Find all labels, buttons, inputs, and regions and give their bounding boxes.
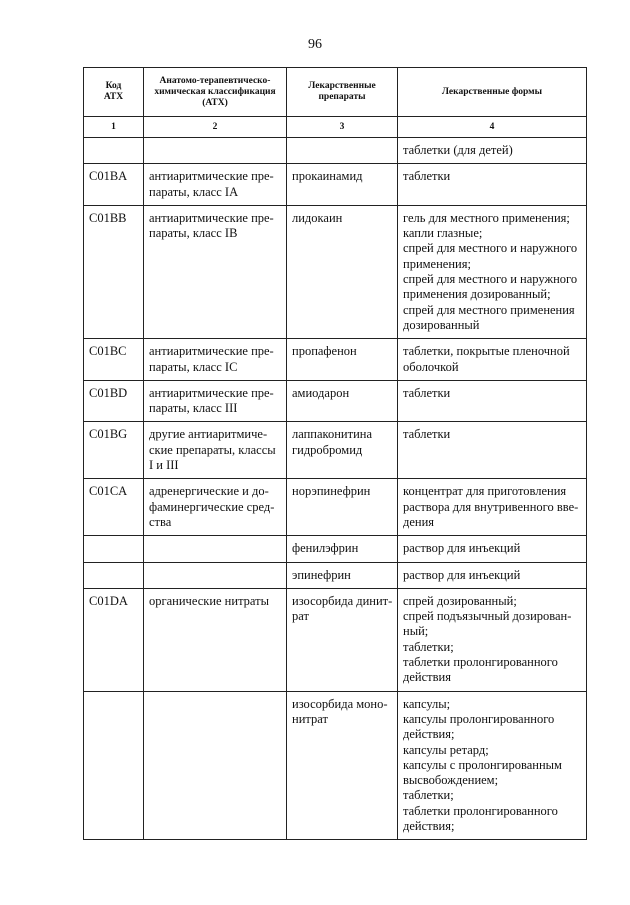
column-number: 3 bbox=[287, 117, 398, 138]
cell-text-line: таблетки, покрытые пленочной bbox=[403, 344, 570, 359]
cell-drug bbox=[287, 691, 398, 840]
cell-text-line: эпинефрин bbox=[292, 567, 351, 582]
cell-text-line: антиаритмические пре- bbox=[149, 344, 274, 359]
cell-drug bbox=[287, 562, 398, 588]
cell-atx-classification bbox=[144, 479, 287, 536]
cell-text-line: C01BD bbox=[89, 385, 128, 400]
cell-text-line: C01BG bbox=[89, 427, 128, 442]
cell-text-line: таблетки (для детей) bbox=[403, 143, 513, 157]
cell-drug bbox=[287, 339, 398, 381]
cell-text-line: ские препараты, классы bbox=[149, 442, 276, 457]
column-number: 4 bbox=[398, 117, 587, 138]
header-atx-code bbox=[84, 68, 144, 117]
cell-text-line: спрей для местного применения bbox=[403, 302, 575, 317]
cell-text-line: параты, класс IC bbox=[149, 359, 238, 374]
column-number: 1 bbox=[84, 117, 144, 138]
cell-text-line: C01CA bbox=[89, 484, 128, 499]
cell-text-line: применения; bbox=[403, 256, 471, 271]
cell-atx-code bbox=[84, 205, 144, 338]
cell-text-line: пропафенон bbox=[292, 344, 357, 359]
cell-drug bbox=[287, 422, 398, 479]
cell-text-line: ства bbox=[149, 514, 172, 529]
header-text-line: Лекарственные bbox=[308, 81, 376, 91]
table-row bbox=[84, 691, 587, 840]
cell-dosage-forms bbox=[398, 422, 587, 479]
cell-text-line: адренергические и до- bbox=[149, 484, 269, 499]
cell-atx-code bbox=[84, 536, 144, 562]
cell-atx-code bbox=[84, 588, 144, 691]
cell-atx-code bbox=[84, 380, 144, 422]
header-text-line: химическая классификация bbox=[154, 86, 276, 97]
header-text-line: (АТХ) bbox=[202, 97, 228, 108]
cell-text-line: органические нитраты bbox=[149, 593, 270, 608]
table-row bbox=[84, 205, 587, 338]
cell-text-line: параты, класс III bbox=[149, 401, 238, 416]
table-row bbox=[84, 536, 587, 562]
header-text-line: препараты bbox=[318, 92, 366, 102]
cell-text-line: таблетки пролонгированного bbox=[403, 803, 558, 818]
cell-text-line: действия; bbox=[403, 818, 455, 833]
table-body bbox=[84, 138, 587, 840]
cell-text-line: спрей дозированный; bbox=[403, 593, 517, 608]
column-number-row bbox=[84, 117, 587, 138]
cell-drug bbox=[287, 138, 398, 164]
cell-text-line: капли глазные; bbox=[403, 226, 483, 241]
cell-text-line: концентрат для приготовления bbox=[403, 484, 567, 499]
cell-text-line: гель для местного применения; bbox=[403, 210, 570, 225]
cell-atx-code bbox=[84, 691, 144, 840]
column-number: 2 bbox=[144, 117, 287, 138]
cell-atx-classification bbox=[144, 588, 287, 691]
cell-atx-code bbox=[84, 562, 144, 588]
cell-text-line: таблетки bbox=[403, 385, 451, 400]
table-row bbox=[84, 588, 587, 691]
header-dosage-forms bbox=[398, 68, 587, 117]
cell-text-line: таблетки пролонгированного bbox=[403, 655, 558, 670]
cell-drug bbox=[287, 588, 398, 691]
cell-dosage-forms bbox=[398, 536, 587, 562]
header-row bbox=[84, 68, 587, 117]
atx-drug-table bbox=[83, 67, 587, 840]
cell-text-line: изосорбида динит- bbox=[292, 593, 393, 608]
cell-text-line: C01BA bbox=[89, 169, 128, 184]
cell-atx-classification bbox=[144, 536, 287, 562]
cell-dosage-forms bbox=[398, 164, 587, 206]
cell-drug bbox=[287, 380, 398, 422]
cell-atx-classification bbox=[144, 138, 287, 164]
cell-text-line: таблетки; bbox=[403, 788, 454, 803]
header-text-line: Код bbox=[105, 81, 122, 91]
table-row bbox=[84, 562, 587, 588]
cell-text-line: оболочкой bbox=[403, 359, 459, 374]
cell-atx-classification bbox=[144, 380, 287, 422]
table-row bbox=[84, 138, 587, 164]
cell-text-line: капсулы с пролонгированным bbox=[403, 757, 562, 772]
cell-atx-classification bbox=[144, 562, 287, 588]
cell-text-line: прокаинамид bbox=[292, 169, 363, 184]
header-text-line: Лекарственные формы bbox=[441, 86, 543, 97]
cell-atx-classification bbox=[144, 422, 287, 479]
cell-text-line: раствора для внутривенного вве- bbox=[403, 499, 579, 514]
cell-text-line: таблетки bbox=[403, 427, 451, 442]
cell-text-line: действия; bbox=[403, 727, 455, 742]
cell-text-line: высвобождением; bbox=[403, 773, 499, 788]
cell-text-line: таблетки bbox=[403, 169, 451, 184]
cell-dosage-forms bbox=[398, 588, 587, 691]
cell-text-line: лаппаконитина bbox=[292, 427, 373, 442]
cell-text-line: другие антиаритмиче- bbox=[149, 427, 268, 442]
cell-text-line: антиаритмические пре- bbox=[149, 210, 274, 225]
header-atx-classification bbox=[144, 68, 287, 117]
cell-dosage-forms bbox=[398, 380, 587, 422]
cell-text-line: I и III bbox=[149, 458, 179, 473]
cell-atx-code bbox=[84, 479, 144, 536]
cell-dosage-forms bbox=[398, 479, 587, 536]
cell-text-line: изосорбида моно- bbox=[292, 696, 388, 711]
cell-dosage-forms bbox=[398, 138, 587, 164]
cell-text-line: лидокаин bbox=[292, 210, 343, 225]
cell-text-line: спрей подъязычный дозирован- bbox=[403, 609, 572, 624]
cell-text-line: C01BB bbox=[89, 210, 127, 225]
cell-dosage-forms bbox=[398, 562, 587, 588]
cell-text-line: гидробромид bbox=[292, 442, 363, 457]
cell-text-line: фенилэфрин bbox=[292, 541, 359, 556]
page-number: 96 bbox=[308, 37, 322, 52]
cell-atx-code bbox=[84, 422, 144, 479]
cell-text-line: раствор для инъекций bbox=[403, 567, 521, 582]
table-row bbox=[84, 339, 587, 381]
cell-text-line: C01BC bbox=[89, 344, 127, 359]
cell-atx-classification bbox=[144, 164, 287, 206]
cell-text-line: фаминергические сред- bbox=[149, 499, 275, 514]
cell-text-line: спрей для местного и наружного bbox=[403, 272, 578, 287]
cell-text-line: капсулы; bbox=[403, 696, 451, 711]
cell-drug bbox=[287, 164, 398, 206]
header-drugs bbox=[287, 68, 398, 117]
cell-text-line: ный; bbox=[403, 624, 429, 639]
cell-text-line: действия bbox=[403, 670, 451, 685]
table-row bbox=[84, 164, 587, 206]
table-row bbox=[84, 380, 587, 422]
header-text-line: АТХ bbox=[103, 92, 124, 102]
cell-text-line: дения bbox=[403, 514, 435, 529]
cell-text-line: параты, класс IA bbox=[149, 184, 239, 199]
cell-dosage-forms bbox=[398, 691, 587, 840]
cell-text-line: антиаритмические пре- bbox=[149, 169, 274, 184]
cell-text-line: амиодарон bbox=[292, 385, 350, 400]
cell-text-line: нитрат bbox=[292, 711, 328, 726]
cell-text-line: C01DA bbox=[89, 593, 128, 608]
cell-text-line: капсулы пролонгированного bbox=[403, 711, 555, 726]
cell-text-line: антиаритмические пре- bbox=[149, 385, 274, 400]
cell-text-line: капсулы ретард; bbox=[403, 742, 489, 757]
cell-text-line: норэпинефрин bbox=[292, 484, 371, 499]
cell-atx-classification bbox=[144, 691, 287, 840]
table-row bbox=[84, 422, 587, 479]
cell-drug bbox=[287, 205, 398, 338]
cell-text-line: таблетки; bbox=[403, 639, 454, 654]
cell-dosage-forms bbox=[398, 205, 587, 338]
cell-atx-classification bbox=[144, 205, 287, 338]
cell-text-line: параты, класс IB bbox=[149, 226, 238, 241]
cell-atx-code bbox=[84, 164, 144, 206]
cell-text-line: раствор для инъекций bbox=[403, 541, 521, 556]
cell-atx-code bbox=[84, 339, 144, 381]
table-row bbox=[84, 479, 587, 536]
cell-drug bbox=[287, 536, 398, 562]
cell-text-line: дозированный bbox=[403, 317, 480, 332]
cell-text-line: применения дозированный; bbox=[403, 287, 551, 302]
cell-atx-classification bbox=[144, 339, 287, 381]
cell-dosage-forms bbox=[398, 339, 587, 381]
cell-drug bbox=[287, 479, 398, 536]
cell-text-line: рат bbox=[292, 609, 309, 624]
cell-atx-code bbox=[84, 138, 144, 164]
header-text-line: Анатомо-терапевтическо- bbox=[159, 75, 271, 86]
cell-text-line: спрей для местного и наружного bbox=[403, 241, 578, 256]
